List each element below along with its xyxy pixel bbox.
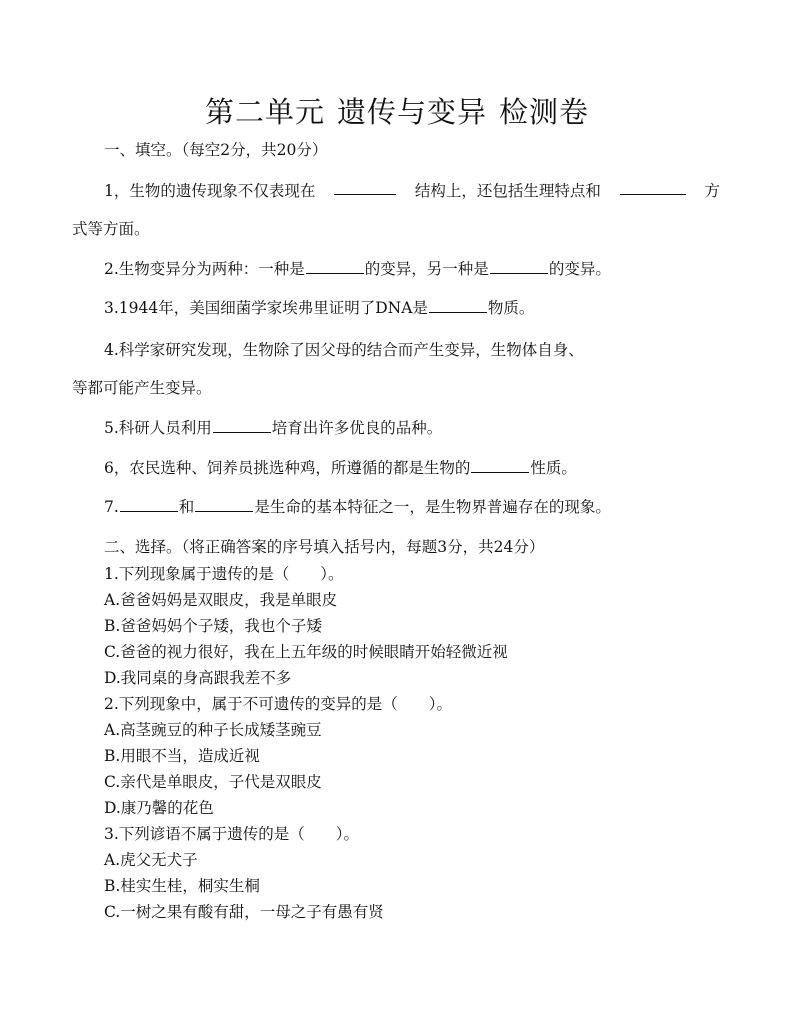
q7-text-a: 7.	[104, 498, 119, 516]
q3-line	[104, 297, 534, 319]
q2-blank-2[interactable]	[490, 259, 548, 274]
mc-q1-option-c[interactable]: C.爸爸的视力很好，我在上五年级的时候眼睛开始轻微近视	[104, 643, 508, 661]
mc-q1-stem: 1.下列现象属于遗传的是（ ）。	[104, 565, 344, 583]
mc-q2-option-a[interactable]: A.高茎豌豆的种子长成矮茎豌豆	[104, 721, 322, 739]
page-title	[0, 92, 794, 132]
q7-blank-2[interactable]	[195, 497, 253, 512]
q7-line	[104, 496, 611, 518]
section2-heading: 二、选择。（将正确答案的序号填入括号内，每题3分，共24分）	[104, 538, 545, 556]
mc-q1-option-a[interactable]: A.爸爸妈妈是双眼皮，我是单眼皮	[104, 591, 338, 609]
section1-heading: 一、填空。（每空2分，共20分）	[104, 141, 328, 159]
q6-text-b: 性质。	[530, 459, 577, 477]
q2-text-a: 2.生物变异分为两种：一种是	[104, 260, 305, 278]
q1-blank-2[interactable]	[620, 180, 686, 195]
mc-q1-option-b[interactable]: B.爸爸妈妈个子矮，我也个子矮	[104, 617, 322, 635]
mc-q1-option-d[interactable]: D.我同桌的身高跟我差不多	[104, 669, 292, 687]
q1-line1	[104, 180, 720, 202]
q6-blank-1[interactable]	[471, 458, 529, 473]
q5-text-b: 培育出许多优良的品种。	[271, 419, 443, 437]
q6-text-a: 6，农民选种、饲养员挑选种鸡，所遵循的都是生物的	[104, 459, 471, 477]
title-topic: 遗传与变异	[336, 95, 487, 129]
q3-text-a: 3.1944年，美国细菌学家埃弗里证明了DNA是	[104, 299, 428, 317]
q7-text-b: 和	[178, 498, 195, 516]
q4-line2: 等都可能产生变异。	[72, 379, 212, 397]
q2-text-b: 的变异，另一种是	[364, 260, 489, 278]
q1-blank-1[interactable]	[334, 180, 396, 195]
q1-line2: 式等方面。	[72, 220, 150, 238]
q2-text-c: 的变异。	[548, 260, 611, 278]
mc-q2-option-b[interactable]: B.用眼不当，造成近视	[104, 747, 260, 765]
mc-q3-option-c[interactable]: C.一树之果有酸有甜，一母之子有愚有贤	[104, 903, 384, 921]
q3-blank-1[interactable]	[429, 298, 487, 313]
title-unit: 第二单元	[204, 95, 325, 129]
mc-q3-stem: 3.下列谚语不属于遗传的是（ ）。	[104, 825, 360, 843]
q4-line1: 4.科学家研究发现，生物除了因父母的结合而产生变异，生物体自身、	[104, 341, 584, 359]
q2-blank-1[interactable]	[306, 259, 364, 274]
q2-line	[104, 258, 611, 280]
mc-q2-option-c[interactable]: C.亲代是单眼皮，子代是双眼皮	[104, 773, 322, 791]
title-test: 检测卷	[499, 95, 590, 129]
mc-q2-stem: 2.下列现象中，属于不可遗传的变异的是（ ）。	[104, 695, 453, 713]
q5-line	[104, 417, 442, 439]
mc-q3-option-b[interactable]: B.桂实生桂，桐实生桐	[104, 877, 260, 895]
q3-text-b: 物质。	[487, 299, 535, 317]
q6-line	[104, 457, 577, 479]
q7-text-c: 是生命的基本特征之一，是生物界普遍存在的现象。	[254, 498, 611, 516]
q1-text-a: 1，生物的遗传现象不仅表现在	[104, 182, 316, 200]
mc-q2-option-d[interactable]: D.康乃馨的花色	[104, 799, 214, 817]
q7-blank-1[interactable]	[120, 497, 178, 512]
q1-text-c: 方	[704, 182, 720, 200]
mc-q3-option-a[interactable]: A.虎父无犬子	[104, 851, 198, 869]
q5-text-a: 5.科研人员利用	[104, 419, 212, 437]
q5-blank-1[interactable]	[213, 418, 271, 433]
q1-text-b: 结构上，还包括生理特点和	[414, 182, 601, 200]
